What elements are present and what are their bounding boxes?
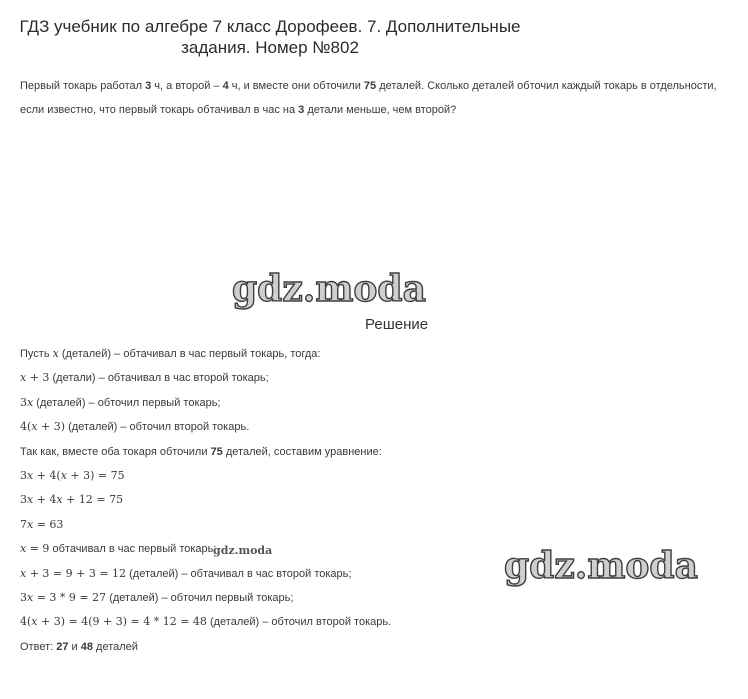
- solution-text: Ответ:: [20, 640, 57, 653]
- solution-text: (деталей) – обточил второй токарь.: [65, 421, 250, 434]
- math-expression: 4(x + 3): [20, 420, 66, 434]
- solution-body: [20, 342, 740, 659]
- solution-text: (детали) – обтачивал в час второй токарь;: [49, 372, 269, 385]
- math-expression: 4(x + 3) = 4(9 + 3) = 4 * 12 = 48: [20, 615, 207, 629]
- math-expression: x + 3: [20, 371, 50, 385]
- page-title-line-1: ГДЗ учебник по алгебре 7 класс Дорофеев. 7. Дополнительные: [19, 17, 521, 36]
- math-expression: 3x + 4x + 12 = 75: [20, 493, 124, 507]
- solution-line: [20, 440, 740, 464]
- solution-text: (деталей) – обтачивал в час первый токарь, тогда:: [58, 348, 321, 360]
- solution-line: [20, 391, 740, 415]
- task-text: [20, 74, 740, 122]
- solution-text: и: [68, 640, 81, 653]
- solution-line: [20, 586, 740, 610]
- solution-number: 27: [56, 640, 69, 653]
- solution-text: (деталей) – обтачивал в час второй токарь;: [126, 567, 352, 580]
- solution-line: [20, 610, 740, 634]
- solution-text: (деталей) – обточил второй токарь.: [206, 616, 392, 629]
- solution-text: Так как, вместе оба токаря обточили: [20, 445, 211, 458]
- solution-text: Пусть: [20, 348, 53, 360]
- math-expression: 3x + 4(x + 3) = 75: [20, 468, 125, 482]
- equation-line: [20, 464, 740, 488]
- math-expression: x: [52, 347, 59, 360]
- solution-text: (деталей) – обточил первый токарь;: [106, 591, 294, 604]
- task-fragment: деталей. Сколько деталей обточил каждый токарь в отдельности, если известно, что первый токарь обтачивал в час на: [20, 80, 717, 116]
- solution-line: [20, 415, 740, 439]
- task-number: 75: [363, 80, 377, 92]
- task-number: 3: [145, 80, 152, 92]
- math-expression: 3x = 3 * 9 = 27: [20, 590, 107, 604]
- solution-text: деталей, составим уравнение:: [222, 445, 382, 458]
- math-expression: 7x = 63: [20, 517, 64, 531]
- solution-text: деталей: [92, 640, 138, 653]
- task-fragment: детали меньше, чем второй?: [304, 104, 457, 116]
- math-expression: 3x: [20, 395, 34, 409]
- math-expression: x + 3 = 9 + 3 = 12: [20, 566, 127, 580]
- task-fragment: ч, а второй –: [151, 80, 223, 92]
- watermark-logo-bottom: gdz.moda: [504, 545, 698, 587]
- equation-line: [20, 513, 740, 537]
- solution-heading: Решение: [365, 316, 429, 333]
- solution-number: 48: [80, 640, 93, 653]
- page-title: [0, 16, 540, 58]
- watermark-small: gdz.moda: [213, 544, 273, 557]
- equation-line: [20, 488, 740, 512]
- task-fragment: Первый токарь работал: [20, 80, 146, 92]
- task-fragment: ч, и вместе они обточили: [228, 80, 364, 92]
- solution-line: [20, 366, 740, 390]
- answer-line: [20, 635, 740, 659]
- math-expression: x = 9: [20, 542, 50, 556]
- solution-text: (деталей) – обточил первый токарь;: [33, 396, 221, 409]
- page-title-line-2: задания. Номер №802: [181, 38, 359, 57]
- solution-line: [20, 342, 740, 366]
- task-number: 3: [298, 104, 305, 116]
- solution-number: 75: [210, 445, 223, 458]
- task-number: 4: [222, 80, 229, 92]
- watermark-logo: gdz.moda: [232, 268, 426, 310]
- solution-text: обтачивал в час первый токарь;: [49, 543, 217, 556]
